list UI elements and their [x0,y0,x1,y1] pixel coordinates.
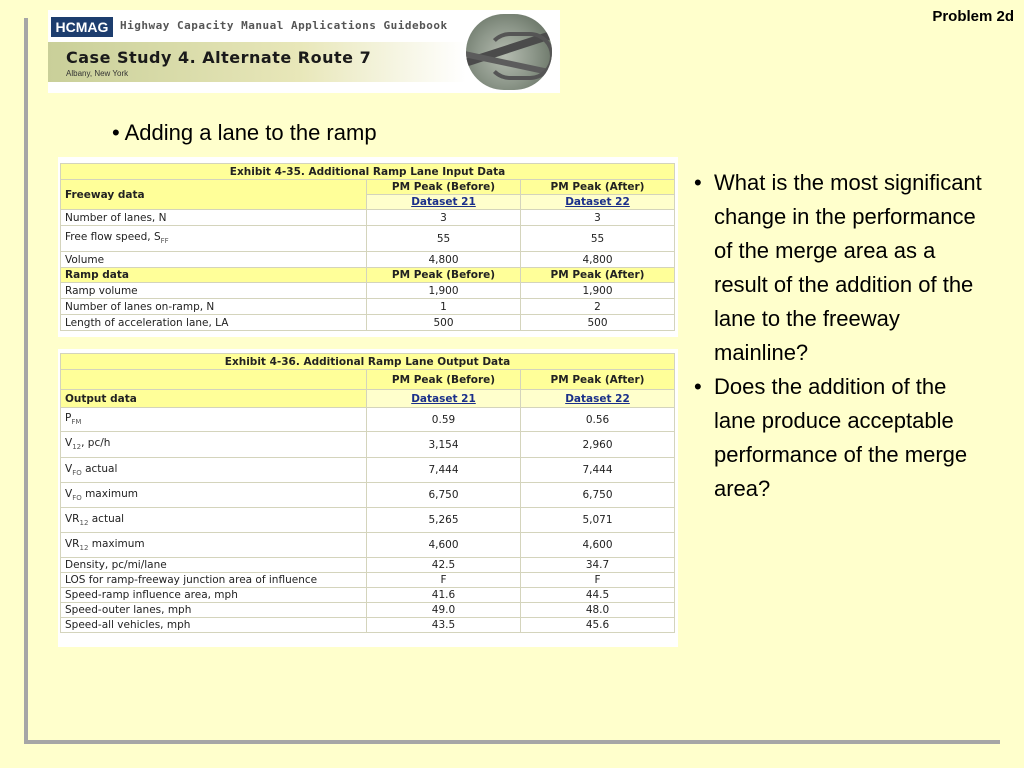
output-table-title: Exhibit 4-36. Additional Ramp Lane Output Data [61,354,675,370]
row-label-main: VR [65,537,80,550]
input-table-title: Exhibit 4-35. Additional Ramp Lane Input Data [61,164,675,180]
table-row [61,508,675,533]
cell-after: F [521,573,675,588]
interchange-photo [466,14,552,90]
cell-after: 6,750 [521,483,675,508]
row-label [61,533,367,558]
row-label-rest: maximum [88,537,145,550]
cell-before: 5,265 [367,508,521,533]
col-before-header: PM Peak (Before) [367,370,521,390]
row-label [61,603,367,618]
cell-before: 49.0 [367,603,521,618]
dataset-22-link[interactable]: Dataset 22 [521,390,675,408]
cell-after: 44.5 [521,588,675,603]
row-label: Number of lanes, N [61,210,367,226]
row-label-sub: FO [72,494,82,503]
cell-after: 45.6 [521,618,675,633]
row-label [61,483,367,508]
dataset-21-link[interactable]: Dataset 21 [367,195,521,210]
problem-label: Problem 2d [932,8,1014,25]
hcmag-logo: HCMAG [51,17,113,37]
row-label-main: Speed-ramp influence area, mph [65,589,238,601]
table-row [61,533,675,558]
cell-after: 1,900 [521,283,675,299]
cell-before: 1 [367,299,521,315]
row-label-main: LOS for ramp-freeway junction area of influence [65,574,318,586]
table-row [61,283,675,299]
blank-header-cell [61,370,367,390]
table-row [61,458,675,483]
row-label-main: V [65,487,73,500]
table-row [61,408,675,432]
row-label-rest: actual [81,462,118,475]
row-label [61,408,367,432]
guidebook-title: Highway Capacity Manual Applications Guidebook [120,19,448,32]
row-label [61,618,367,633]
table-row [61,483,675,508]
output-data-label: Output data [61,390,367,408]
row-label-main: V [65,437,73,450]
cell-before: 7,444 [367,458,521,483]
cell-before: 55 [367,226,521,252]
row-label-rest: actual [88,512,125,525]
cell-after: 3 [521,210,675,226]
freeway-data-label: Freeway data [61,180,367,210]
cell-before: 0.59 [367,408,521,432]
output-data-table [60,353,675,633]
ramp-data-label: Ramp data [61,268,367,283]
row-label-sub: FF [160,237,169,246]
col-after-header: PM Peak (After) [521,180,675,195]
row-label-sub: FO [72,469,82,478]
cell-after: 48.0 [521,603,675,618]
table-row [61,588,675,603]
dataset-21-link[interactable]: Dataset 21 [367,390,521,408]
case-study-band [48,42,466,82]
table-row [61,226,675,252]
row-label: Ramp volume [61,283,367,299]
col-after-header: PM Peak (After) [521,370,675,390]
cell-after: 4,800 [521,252,675,268]
cell-after: 55 [521,226,675,252]
row-label [61,558,367,573]
slide-frame-bottom [24,740,1000,744]
row-label-sub: 12 [79,519,89,528]
row-label-main: V [65,462,73,475]
main-bullet: • Adding a lane to the ramp [112,120,377,145]
row-label: Number of lanes on-ramp, N [61,299,367,315]
cell-after: 34.7 [521,558,675,573]
cell-before: 3 [367,210,521,226]
cell-after: 7,444 [521,458,675,483]
table-row [61,315,675,331]
cell-before: 42.5 [367,558,521,573]
row-label-main: P [65,412,72,425]
row-label [61,573,367,588]
dataset-22-link[interactable]: Dataset 22 [521,195,675,210]
col-before-header: PM Peak (Before) [367,268,521,283]
row-label-rest: , pc/h [81,437,111,450]
cell-after: 500 [521,315,675,331]
input-data-table [60,163,675,331]
cell-before: F [367,573,521,588]
row-label [61,458,367,483]
row-label-main: Speed-outer lanes, mph [65,604,192,616]
row-label-sub: FM [71,418,82,427]
row-label [61,226,367,252]
row-label-sub: 12 [79,544,89,553]
question-text: Does the addition of the lane produce acceptable performance of the merge area? [714,374,968,501]
cell-after: 2,960 [521,432,675,458]
case-study-title: Case Study 4. Alternate Route 7 [66,48,372,67]
question-text: What is the most significant change in the performance of the merge area as a result of the addition of the lane to the freeway mainline? [714,170,982,365]
row-label [61,588,367,603]
table-row [61,558,675,573]
cell-before: 4,800 [367,252,521,268]
table-row [61,603,675,618]
row-label-main: Speed-all vehicles, mph [65,619,191,631]
questions-list [694,166,994,506]
cell-before: 41.6 [367,588,521,603]
ramp-loop-shape [486,32,552,80]
table-row [61,210,675,226]
cell-before: 3,154 [367,432,521,458]
col-before-header: PM Peak (Before) [367,180,521,195]
main-bullet-text: Adding a lane to the ramp [124,120,377,145]
row-label-main: Density, pc/mi/lane [65,559,167,571]
slide-frame-left [24,18,28,742]
row-label-sub: 12 [72,443,82,452]
cell-after: 2 [521,299,675,315]
cell-after: 5,071 [521,508,675,533]
row-label: Volume [61,252,367,268]
question-item: • What is the most significant change in the performance of the merge area as a result of the addition of the lane to the freeway mainline? [694,166,994,370]
row-label [61,432,367,458]
col-after-header: PM Peak (After) [521,268,675,283]
cell-before: 6,750 [367,483,521,508]
row-label: Length of acceleration lane, LA [61,315,367,331]
cell-before: 4,600 [367,533,521,558]
table-row [61,618,675,633]
header-banner [48,10,560,93]
cell-before: 43.5 [367,618,521,633]
row-label [61,508,367,533]
table-row [61,573,675,588]
table-row [61,299,675,315]
case-study-location: Albany, New York [66,69,129,78]
row-label-main: Free flow speed, S [65,231,161,244]
cell-after: 0.56 [521,408,675,432]
row-label-rest: maximum [81,487,138,500]
question-item: • Does the addition of the lane produce acceptable performance of the merge area? [694,370,994,506]
cell-after: 4,600 [521,533,675,558]
cell-before: 500 [367,315,521,331]
table-row [61,432,675,458]
row-label-main: VR [65,512,80,525]
cell-before: 1,900 [367,283,521,299]
table-row [61,252,675,268]
